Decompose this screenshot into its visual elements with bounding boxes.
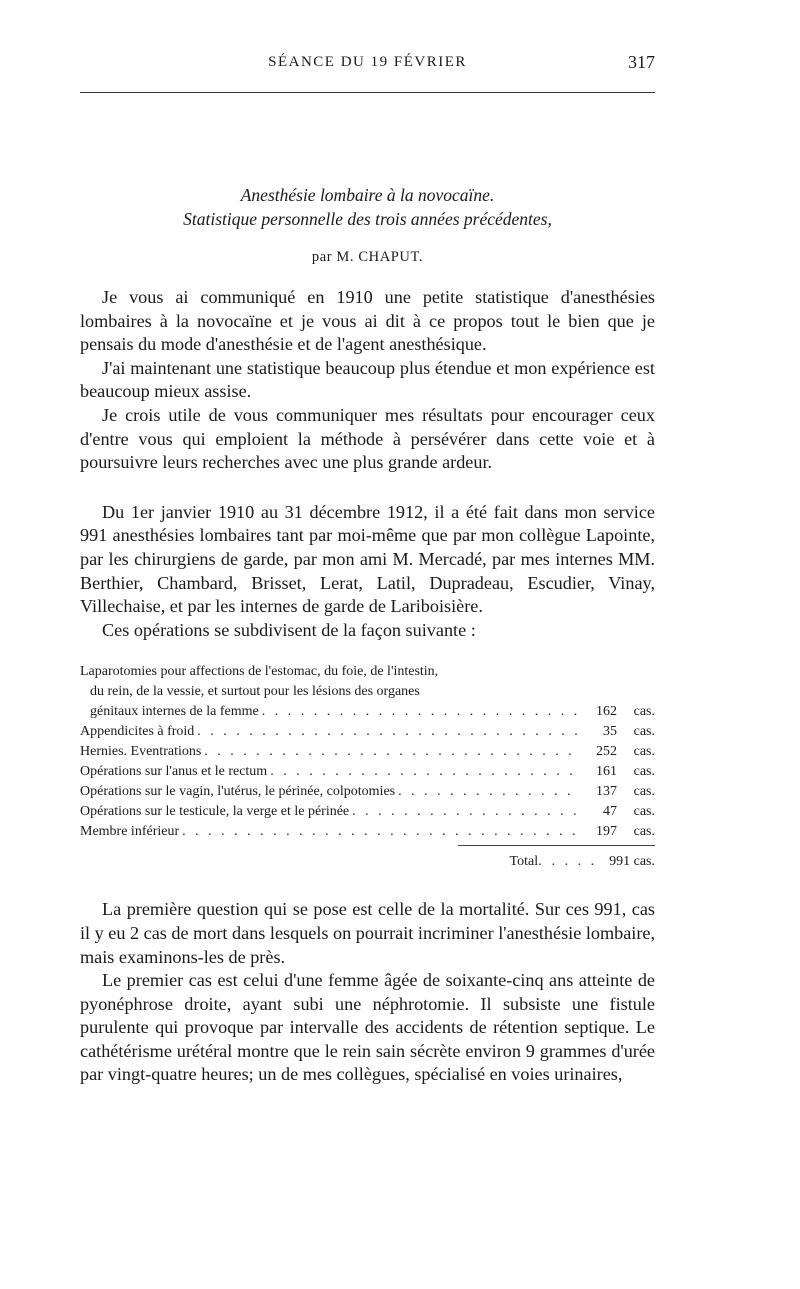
table-row [80, 722, 655, 742]
series-paragraphs [80, 501, 655, 643]
row-unit: cas. [633, 824, 655, 840]
row-value: 161 [596, 764, 617, 780]
paragraph: Du 1er janvier 1910 au 31 décembre 1912, il a été fait dans mon service 991 anesthésies lombaires tant par moi-même que par mon collègue Lapointe, par les chirurgiens de garde, par mon ami M. Mercadé, par mes internes MM. Berthier, Chambard, Brisset, Lerat, Latil, Dupradeau, Escudier, Vinay, Villechaise, et par les internes de garde de Lariboisière. [80, 501, 655, 617]
table-row [80, 762, 655, 782]
row-label: Membre inférieur [80, 824, 180, 840]
row-value: 47 [603, 804, 617, 820]
header-rule [80, 92, 655, 93]
dot-leader [197, 722, 580, 742]
mortality-paragraphs [80, 898, 655, 1087]
total-value: 991 cas. [609, 854, 655, 870]
row-value: 252 [596, 744, 617, 760]
paragraph: Le premier cas est celui d'une femme âgée de soixante-cinq ans atteinte de pyonéphrose droite, ayant subi une néphrotomie. Il subsiste une fistule purulente qui provoque par intervalle des accidents de rétention septique. Le cathétérisme urétéral montre que le rein sain sécrète environ 9 grammes d'urée par vingt-quatre heures; un de mes collègues, spécialisé en voies urinaires, [80, 970, 655, 1085]
operations-table [80, 662, 655, 872]
dot-leader [204, 742, 580, 762]
document-page [80, 40, 655, 1087]
paragraph: La première question qui se pose est celle de la mortalité. Sur ces 991, cas il y eu 2 cas de mort dans lesquels on pourrait incriminer l'anesthésie lombaire, mais examinons-les de près. [80, 899, 656, 967]
running-header [80, 40, 655, 76]
table-total [80, 852, 655, 872]
row-value: 137 [596, 784, 617, 800]
table-row [80, 822, 655, 842]
row-label: Opérations sur le vagin, l'utérus, le périnée, colpotomies [80, 784, 396, 800]
row-unit: cas. [633, 804, 655, 820]
dot-leader [398, 782, 580, 802]
table-intro-line: Laparotomies pour affections de l'estomac, du foie, de l'intestin, [80, 664, 439, 680]
row-unit: cas. [633, 704, 655, 720]
dot-leader [270, 762, 580, 782]
row-unit: cas. [633, 764, 655, 780]
row-label: génitaux internes de la femme [90, 704, 259, 720]
row-value: 162 [596, 704, 617, 720]
page-number: 317 [628, 52, 655, 72]
total-leader: . . . . [551, 854, 598, 870]
row-value: 197 [596, 824, 617, 840]
paragraph: Ces opérations se subdivisent de la façon suivante : [102, 619, 476, 640]
table-row [80, 782, 655, 802]
paragraph: Je vous ai communiqué en 1910 une petite statistique d'anesthésies lombaires à la novocaïne et je vous ai dit à ce propos tout le bien que je pensais du mode d'anesthésie et de l'agent anesthésique. [80, 287, 655, 355]
paragraph: Je crois utile de vous communiquer mes résultats pour encourager ceux d'entre vous qui emploient la méthode à persévérer dans cette voie et à poursuivre leurs recherches avec une plus grande ardeur. [80, 404, 655, 473]
article-title [80, 183, 655, 231]
table-row [80, 702, 655, 722]
row-label: Hernies. Eventrations [80, 744, 202, 760]
row-label: Opérations sur le testicule, la verge et le périnée [80, 804, 350, 820]
intro-paragraphs [80, 286, 655, 475]
running-title: SÉANCE DU 19 FÉVRIER [268, 54, 467, 70]
dot-leader [352, 802, 580, 822]
row-label: Appendicites à froid [80, 724, 195, 740]
row-unit: cas. [633, 784, 655, 800]
table-row [80, 802, 655, 822]
total-rule [458, 845, 655, 846]
total-label: Total. [509, 854, 542, 870]
article-title-line-1: Anesthésie lombaire à la novocaïne. [240, 185, 495, 205]
row-label: Opérations sur l'anus et le rectum [80, 764, 268, 780]
article-title-line-2: Statistique personnelle des trois années précédentes, [183, 209, 552, 229]
table-row [80, 742, 655, 762]
dot-leader [182, 822, 580, 842]
paragraph: J'ai maintenant une statistique beaucoup plus étendue et mon expérience est beaucoup mieux assise. [80, 357, 655, 402]
row-value: 35 [603, 724, 617, 740]
dot-leader [262, 702, 580, 722]
table-intro-line: du rein, de la vessie, et surtout pour les lésions des organes [90, 684, 420, 700]
article-byline: par M. CHAPUT. [311, 249, 424, 265]
row-unit: cas. [633, 724, 655, 740]
row-unit: cas. [633, 744, 655, 760]
